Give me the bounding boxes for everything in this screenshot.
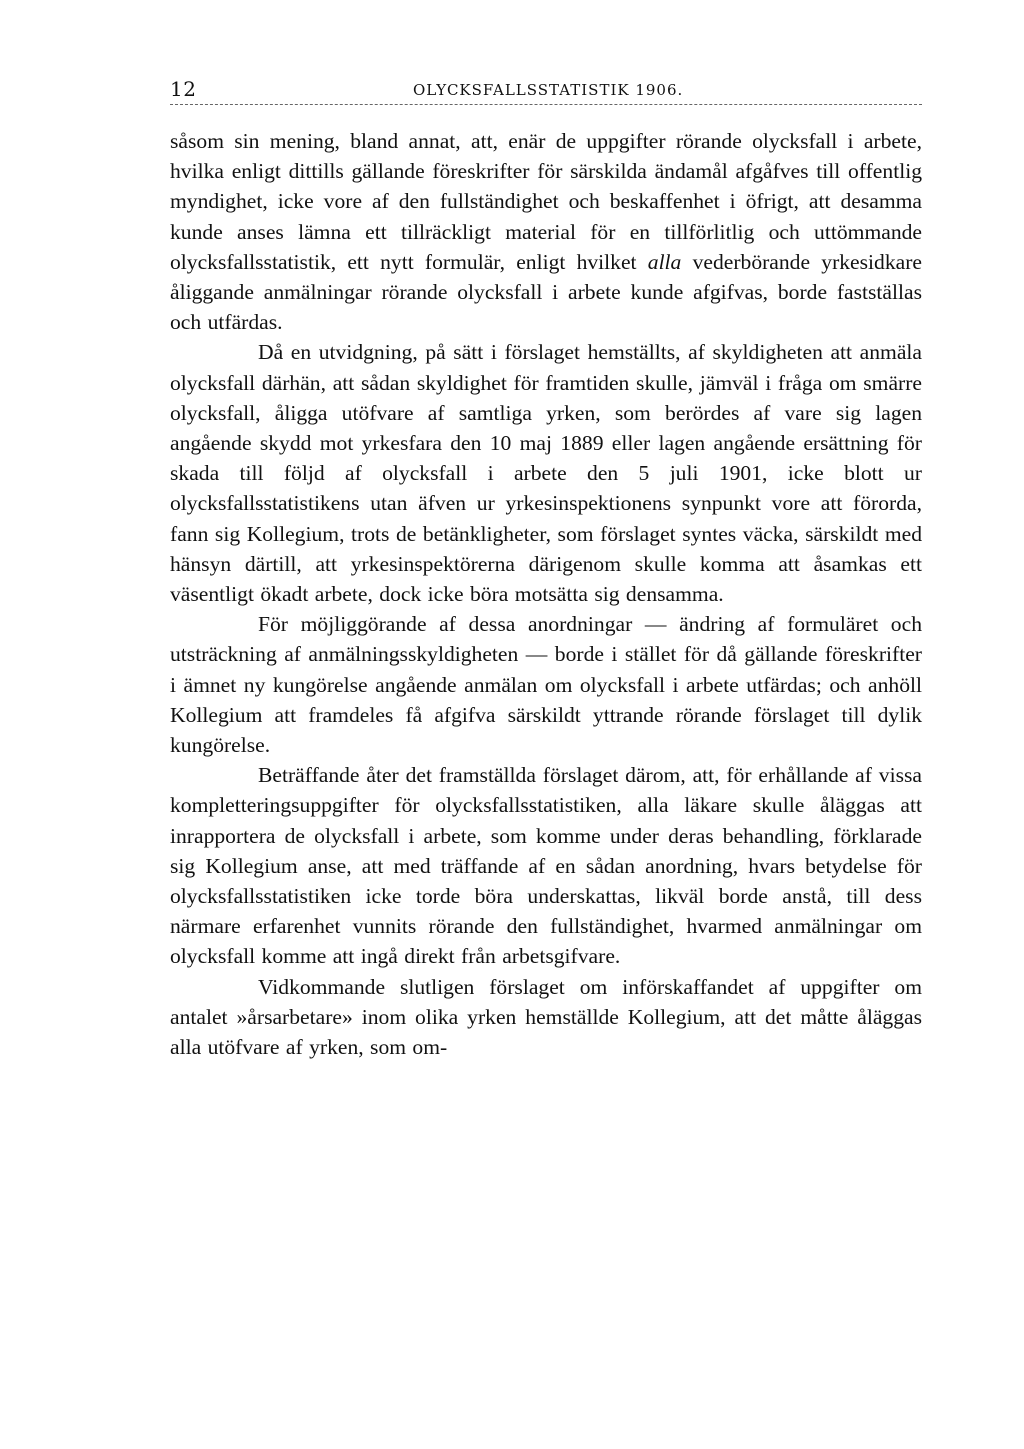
body-text <box>170 126 922 1062</box>
paragraph-1-text-before: såsom sin mening, bland annat, att, enär de uppgifter rörande olycksfall i arbete, hvilka enligt dittills gällande föreskrifter för särskilda ändamål afgåfves till offentlig myndighet, icke vore af den fullständighet och beskaffenhet i öfrigt, att desamma kunde anses lämna ett tillräckligt material för en tillförlitlig och uttömmande olycksfallsstatistik, ett nytt formulär, enligt hvilket <box>170 129 922 274</box>
running-title: OLYCKSFALLSSTATISTIK 1906. <box>413 81 684 99</box>
paragraph-4: Beträffande åter det framställda förslaget därom, att, för erhållande af vissa kompletteringsuppgifter för olycksfallsstatistiken, alla läkare skulle åläggas att inrapportera de olycksfall i arbete, som komme under deras behandling, förklarade sig Kollegium anse, att med träffande af en sådan anordning, hvars betydelse för olycksfallsstatistiken icke torde böra underskattas, likväl borde anstå, till dess närmare erfarenhet vunnits rörande den fullständighet, hvarmed anmälningar om olycksfall komme att ingå direkt från arbetsgifvare. <box>170 763 922 969</box>
paragraph-2: Då en utvidgning, på sätt i förslaget hemställts, af skyldigheten att anmäla olycksfall därhän, att sådan skyldighet för framtiden skulle, jämväl i fråga om smärre olycksfall, åligga utöfvare af samtliga yrken, som berördes af vare sig lagen angående skydd mot yrkesfara den 10 maj 1889 eller lagen angående ersättning för skada till följd af olycksfall i arbete den 5 juli 1901, icke blott ur olycksfallsstatistikens utan äfven ur yrkesinspektionens synpunkt vore att förorda, fann sig Kollegium, trots de betänkligheter, som förslaget syntes väcka, särskildt med hänsyn därtill, att yrkesinspektörerna därigenom skulle komma att åsamkas ett väsentligt ökadt arbete, dock icke böra motsätta sig densamma. <box>170 340 922 607</box>
page-number: 12 <box>170 77 197 101</box>
paragraph-3: För möjliggörande af dessa anordningar — ändring af formuläret och utsträckning af anmälningsskyldigheten — borde i stället för då gällande föreskrifter i ämnet ny kungörelse angående anmälan om olycksfall i arbete utfärdas; och anhöll Kollegium att framdeles få afgifva särskildt yttrande rörande förslaget till dylik kungörelse. <box>170 612 922 758</box>
page-header <box>170 78 922 102</box>
paragraph-1-emphasis: alla <box>647 249 682 274</box>
header-rule <box>170 104 922 105</box>
paragraph-1 <box>170 126 922 337</box>
paragraph-1-text-after: vederbörande yrkesidkare åliggande anmälningar rörande olycksfall i arbete kunde afgifvas, borde fastställas och utfärdas. <box>170 249 922 335</box>
paragraph-5: Vidkommande slutligen förslaget om införskaffandet af uppgifter om antalet »årsarbetare» inom olika yrken hemställde Kollegium, att det måtte åläggas alla utöfvare af yrken, som om- <box>170 974 922 1060</box>
